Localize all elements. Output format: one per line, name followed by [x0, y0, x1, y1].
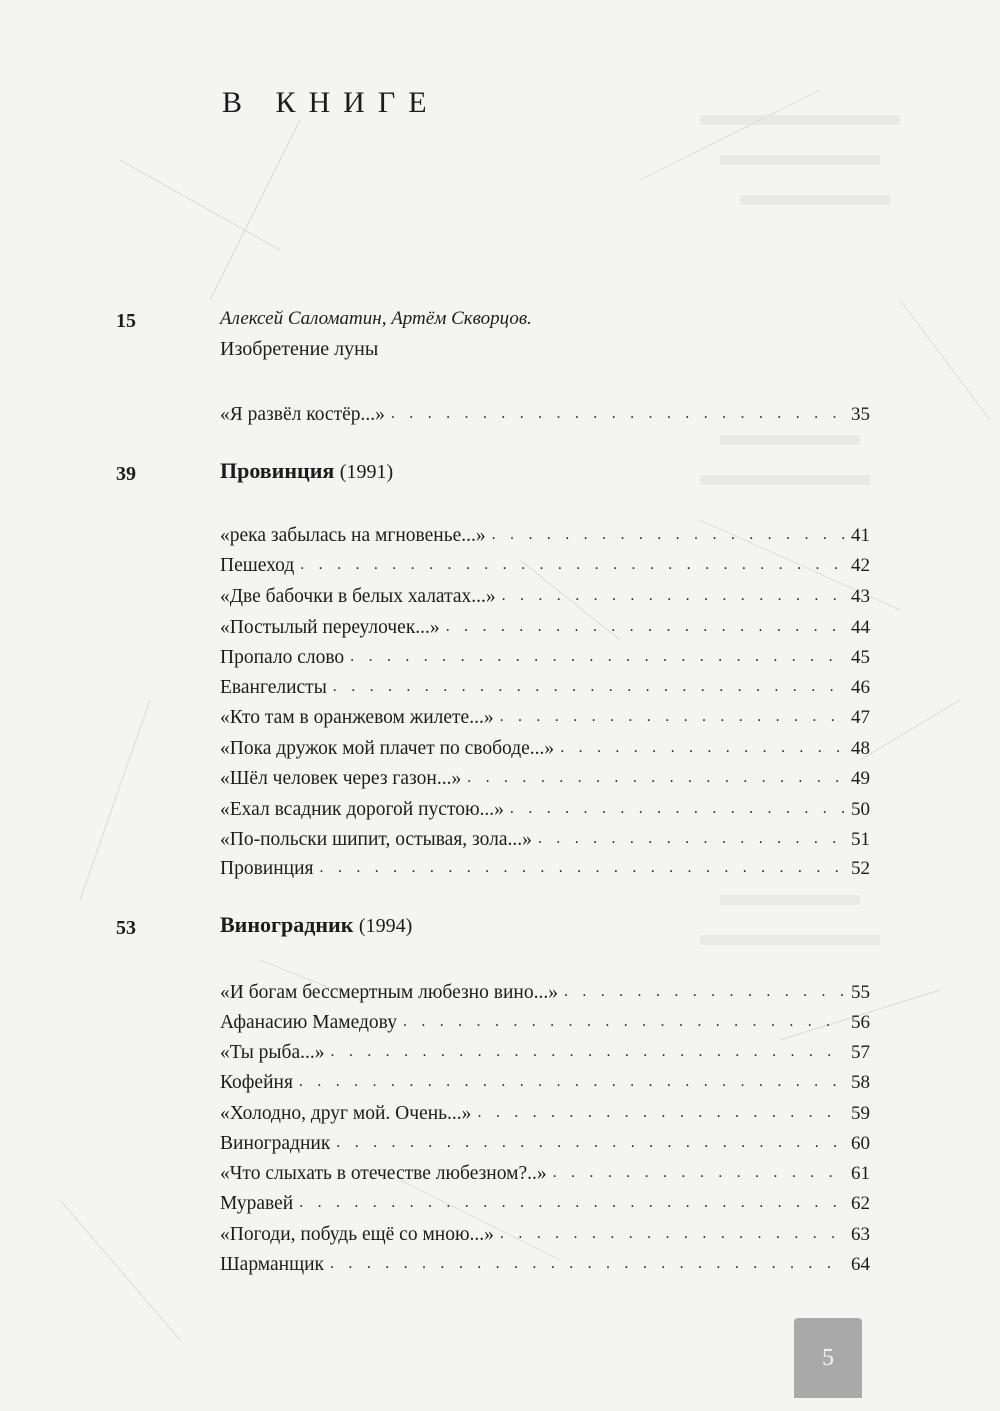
dot-leader [300, 557, 845, 573]
dot-leader [333, 679, 845, 695]
toc-entry-title: «Шёл человек через газон...» [220, 768, 462, 789]
toc-entry-title: «И богам бессмертным любезно вино...» [220, 982, 558, 1003]
toc-entry-page: 46 [851, 677, 870, 698]
toc-entry-page: 56 [851, 1012, 870, 1033]
toc-entry-page: 63 [851, 1224, 870, 1245]
section-title: Изобретение луны [220, 338, 379, 360]
toc-entry[interactable] [220, 1157, 870, 1185]
toc-entry[interactable] [220, 1218, 870, 1246]
section-title: Виноградник [220, 912, 354, 937]
section-title: Провинция [220, 458, 335, 483]
toc-entry[interactable] [220, 641, 870, 669]
dot-leader [467, 770, 845, 786]
toc-entry-page: 42 [851, 555, 870, 576]
toc-entry-title: «По-польски шипит, остывая, зола...» [220, 829, 532, 850]
toc-entry[interactable] [220, 732, 870, 760]
toc-entry[interactable] [220, 1006, 870, 1034]
toc-entry-page: 50 [851, 799, 870, 820]
dot-leader [500, 709, 845, 725]
toc-entry-title: «Я развёл костёр...» [220, 404, 385, 425]
toc-entry-page: 55 [851, 982, 870, 1003]
page-title: В КНИГЕ [222, 86, 440, 119]
dot-leader [553, 1165, 845, 1181]
toc-entry-page: 59 [851, 1103, 870, 1124]
section-start-page: 15 [116, 310, 136, 332]
section-heading [220, 458, 393, 484]
dot-leader [560, 740, 845, 756]
toc-entry[interactable] [220, 701, 870, 729]
dot-leader [320, 860, 845, 876]
toc-entry[interactable] [220, 976, 870, 1004]
toc-entry-page: 44 [851, 617, 870, 638]
toc-entry[interactable] [220, 580, 870, 608]
dot-leader [446, 619, 845, 635]
toc-entry-title: Муравей [220, 1193, 294, 1214]
toc-entry-title: Пропало слово [220, 647, 345, 668]
dot-leader [330, 1044, 845, 1060]
toc-entry-page: 57 [851, 1042, 870, 1063]
toc-entry-title: Провинция [220, 858, 314, 879]
toc-entry[interactable] [220, 1248, 870, 1276]
toc-entry-page: 35 [851, 404, 870, 425]
toc-entry-title: «Что слыхать в отечестве любезном?..» [220, 1163, 547, 1184]
dot-leader [330, 1256, 845, 1272]
toc-entry-title: «Пока дружок мой плачет по свободе...» [220, 738, 555, 759]
toc-entry[interactable] [220, 762, 870, 790]
toc-entry[interactable] [220, 611, 870, 639]
toc-entry-page: 52 [851, 858, 870, 879]
toc-entry-title: «Погоди, побудь ещё со мною...» [220, 1224, 494, 1245]
dot-leader [502, 588, 845, 604]
toc-entry-page: 64 [851, 1254, 870, 1275]
toc-entry-page: 58 [851, 1072, 870, 1093]
toc-entry-title: «Холодно, друг мой. Очень...» [220, 1103, 472, 1124]
section-authors: Алексей Саломатин, Артём Скворцов. [220, 308, 532, 329]
dot-leader [492, 527, 845, 543]
dot-leader [299, 1074, 845, 1090]
toc-entry-page: 47 [851, 707, 870, 728]
toc-entry[interactable] [220, 1127, 870, 1155]
toc-entry-title: «Две бабочки в белых халатах...» [220, 586, 496, 607]
toc-entry-title: «Ты рыба...» [220, 1042, 325, 1063]
dot-leader [500, 1226, 845, 1242]
toc-entry-page: 49 [851, 768, 870, 789]
toc-entry-title: «Кто там в оранжевом жилете...» [220, 707, 494, 728]
dot-leader [510, 801, 845, 817]
toc-entry-title: Пешеход [220, 555, 295, 576]
toc-entry-title: Афанасию Мамедову [220, 1012, 397, 1033]
dot-leader [538, 831, 845, 847]
dot-leader [477, 1105, 845, 1121]
section-year: (1994) [358, 915, 413, 937]
toc-entry[interactable] [220, 793, 870, 821]
section-heading [220, 912, 412, 938]
toc-entry-title: Шарманщик [220, 1254, 325, 1275]
page-number: 5 [822, 1344, 834, 1371]
toc-entry-page: 41 [851, 525, 870, 546]
dot-leader [299, 1195, 845, 1211]
section-start-page: 39 [116, 463, 136, 485]
toc-entry[interactable] [220, 549, 870, 577]
toc-entry[interactable] [220, 519, 870, 547]
toc-entry[interactable] [220, 1097, 870, 1125]
toc-entry[interactable] [220, 852, 870, 880]
toc-entry[interactable] [220, 671, 870, 699]
toc-entry[interactable] [220, 1036, 870, 1064]
toc-entry[interactable] [220, 1187, 870, 1215]
toc-entry[interactable] [220, 398, 870, 426]
dot-leader [391, 406, 845, 422]
toc-entry-title: Евангелисты [220, 677, 327, 698]
toc-entry[interactable] [220, 1066, 870, 1094]
toc-entry-title: «Ехал всадник дорогой пустою...» [220, 799, 504, 820]
section-start-page: 53 [116, 917, 136, 939]
dot-leader [564, 984, 845, 1000]
toc-entry-title: Виноградник [220, 1133, 331, 1154]
toc-entry-title: «Постылый переулочек...» [220, 617, 440, 638]
toc-entry-page: 51 [851, 829, 870, 850]
dot-leader [350, 649, 845, 665]
toc-entry-title: «река забылась на мгновенье...» [220, 525, 486, 546]
dot-leader [403, 1014, 845, 1030]
page-number-tab [794, 1318, 862, 1398]
toc-entry-page: 45 [851, 647, 870, 668]
dot-leader [336, 1135, 845, 1151]
toc-entry[interactable] [220, 823, 870, 851]
toc-entry-title: Кофейня [220, 1072, 293, 1093]
toc-entry-page: 60 [851, 1133, 870, 1154]
section-year: (1991) [339, 461, 394, 483]
toc-entry-page: 48 [851, 738, 870, 759]
toc-entry-page: 43 [851, 586, 870, 607]
toc-entry-page: 62 [851, 1193, 870, 1214]
toc-entry-page: 61 [851, 1163, 870, 1184]
